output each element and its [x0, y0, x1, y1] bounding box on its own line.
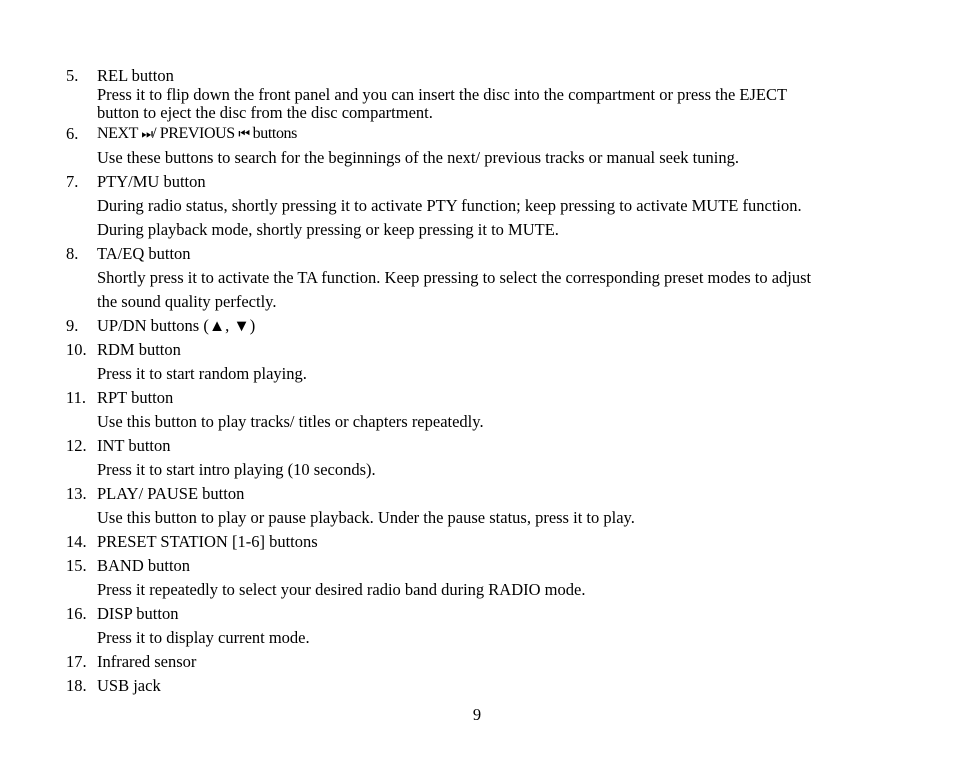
item-heading: [0, 66, 954, 86]
item-title: DISP button: [97, 604, 179, 623]
item-title: Infrared sensor: [97, 652, 197, 671]
item-title: RPT button: [97, 388, 174, 407]
item-number: 16.: [66, 604, 87, 623]
list-item: [0, 602, 954, 650]
title-text: / PREVIOUS: [152, 125, 239, 142]
item-description: [97, 86, 897, 122]
title-text: NEXT: [97, 125, 142, 142]
item-number: 18.: [66, 676, 87, 695]
item-number: 5.: [66, 66, 79, 85]
item-number: 11.: [66, 388, 87, 407]
item-heading: [0, 482, 954, 506]
list-item: [0, 386, 954, 434]
list-item: [0, 554, 954, 602]
item-number: 8.: [66, 244, 79, 263]
description-line: Press it repeatedly to select your desired radio band during RADIO mode.: [97, 580, 586, 599]
item-description: [97, 458, 897, 482]
item-number: 10.: [66, 340, 87, 359]
item-description: [97, 146, 897, 170]
item-number: 14.: [66, 532, 87, 551]
item-title: RDM button: [97, 340, 181, 359]
description-line: During radio status, shortly pressing it to activate PTY function; keep pressing to activate MUTE function.: [97, 196, 802, 215]
item-title: TA/EQ button: [97, 244, 191, 263]
item-description: [97, 506, 897, 530]
item-number: 12.: [66, 436, 87, 455]
item-number: 15.: [66, 556, 87, 575]
list-item: [0, 170, 954, 242]
description-line: Use these buttons to search for the beginnings of the next/ previous tracks or manual seek tuning.: [97, 148, 739, 167]
list-item: [0, 338, 954, 386]
description-line: Press it to start random playing.: [97, 364, 307, 383]
description-line: Shortly press it to activate the TA function. Keep pressing to select the corresponding preset modes to adjust: [97, 268, 812, 287]
item-heading: [0, 602, 954, 626]
item-description: [97, 362, 897, 386]
list-item: [0, 242, 954, 314]
item-title: PTY/MU button: [97, 172, 206, 191]
description-line: Press it to display current mode.: [97, 628, 310, 647]
item-heading: [0, 314, 954, 338]
description-line: the sound quality perfectly.: [97, 292, 277, 311]
item-description: [97, 626, 897, 650]
previous-track-icon: ⏮: [238, 127, 250, 142]
title-text: buttons: [249, 125, 297, 142]
item-heading: [0, 554, 954, 578]
item-number: 13.: [66, 484, 87, 503]
item-title: REL button: [97, 66, 174, 85]
item-description: [97, 194, 897, 242]
description-line: Press it to start intro playing (10 seconds).: [97, 460, 376, 479]
button-list: [0, 66, 954, 698]
item-number: 6.: [66, 124, 79, 143]
item-heading: [0, 386, 954, 410]
item-description: [97, 410, 897, 434]
list-item: [0, 482, 954, 530]
list-item: [0, 122, 954, 170]
item-heading: [0, 242, 954, 266]
item-number: 7.: [66, 172, 79, 191]
list-item: [0, 530, 954, 554]
item-description: [97, 578, 897, 602]
item-title: PLAY/ PAUSE button: [97, 484, 245, 503]
item-number: 9.: [66, 316, 79, 335]
item-title: [97, 122, 297, 147]
list-item: [0, 314, 954, 338]
list-item: [0, 650, 954, 674]
item-title: BAND button: [97, 556, 191, 575]
item-number: 17.: [66, 652, 87, 671]
next-track-icon: ⏭: [141, 127, 153, 142]
list-item: [0, 66, 954, 122]
item-title: USB jack: [97, 676, 161, 695]
item-heading: [0, 338, 954, 362]
item-heading: [0, 170, 954, 194]
item-heading: [0, 530, 954, 554]
item-heading: [0, 674, 954, 698]
list-item: [0, 674, 954, 698]
item-heading: [0, 434, 954, 458]
item-title: INT button: [97, 436, 171, 455]
description-line: Use this button to play or pause playback. Under the pause status, press it to play.: [97, 508, 635, 527]
description-line: During playback mode, shortly pressing or keep pressing it to MUTE.: [97, 220, 559, 239]
list-item: [0, 434, 954, 482]
page-number: 9: [472, 705, 482, 724]
item-heading: [0, 650, 954, 674]
description-line: Press it to flip down the front panel and you can insert the disc into the compartment or press the EJECT: [97, 85, 788, 104]
item-description: [97, 266, 897, 314]
description-line: Use this button to play tracks/ titles or chapters repeatedly.: [97, 412, 484, 431]
item-title: PRESET STATION [1-6] buttons: [97, 532, 318, 551]
item-heading: [0, 122, 954, 146]
description-line: button to eject the disc from the disc compartment.: [97, 103, 433, 122]
item-title: UP/DN buttons (▲, ▼): [97, 316, 256, 335]
